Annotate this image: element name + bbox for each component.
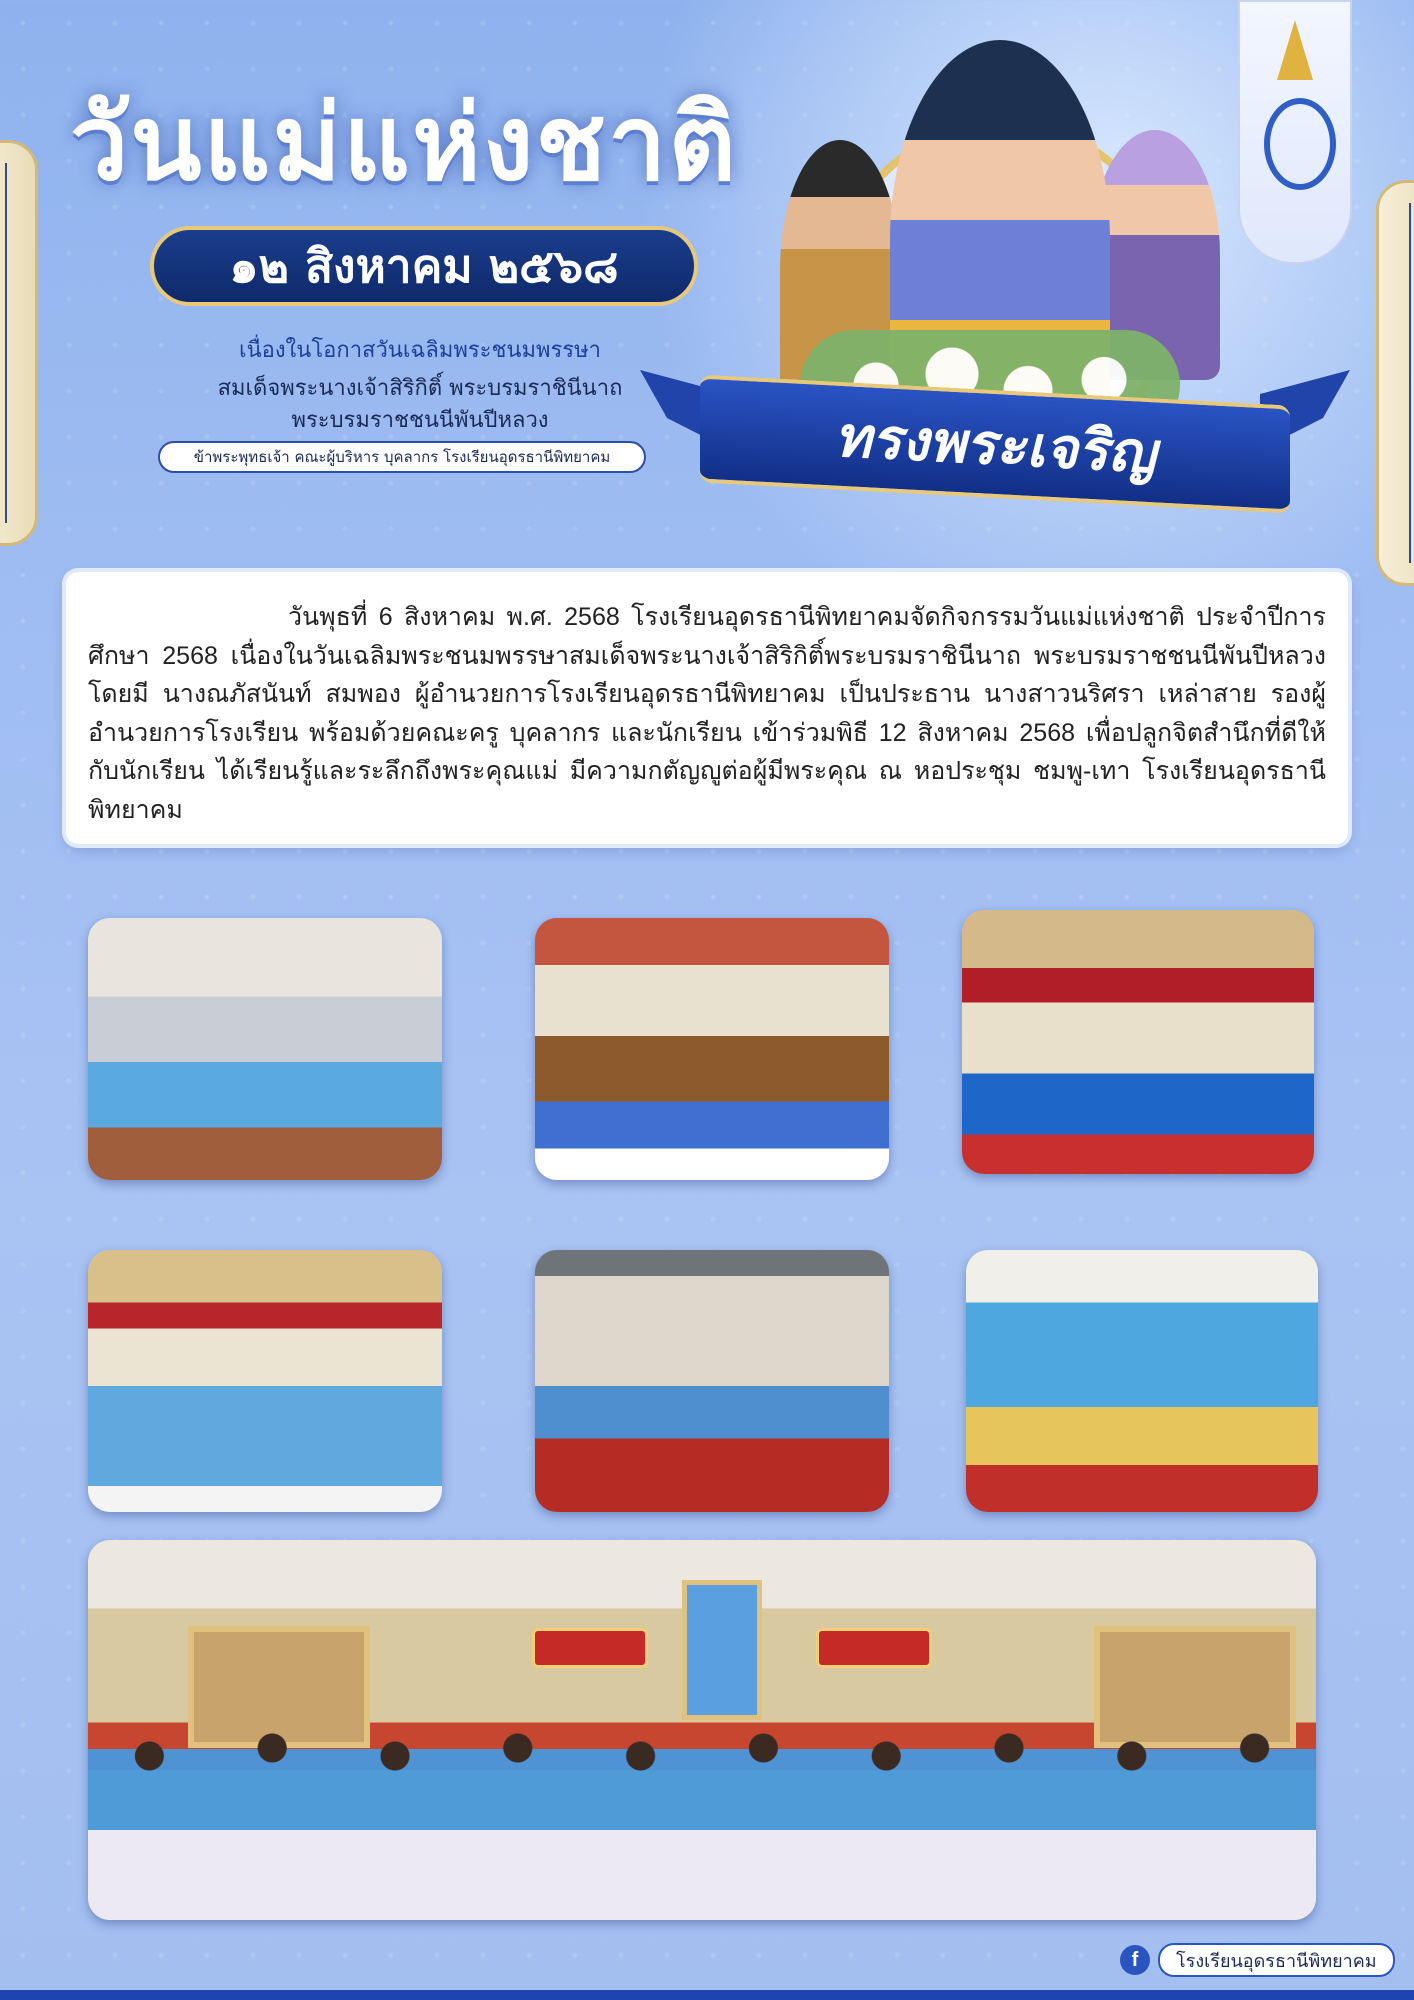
- date-banner: ๑๒ สิงหาคม ๒๕๖๘: [150, 226, 698, 306]
- facebook-icon[interactable]: f: [1120, 1945, 1150, 1975]
- facebook-page-name[interactable]: โรงเรียนอุดรธานีพิทยาคม: [1158, 1943, 1395, 1977]
- activity-photo-2: [535, 918, 889, 1180]
- group-crowd: [88, 1720, 1316, 1920]
- stage-portrait: [682, 1580, 762, 1720]
- poster-title: วันแม่แห่งชาติ: [70, 82, 738, 204]
- activity-photo-6: [966, 1250, 1318, 1512]
- emblem-symbol-icon: [1264, 98, 1336, 190]
- activity-photo-1: [88, 918, 442, 1180]
- occasion-line-3: พระบรมราชชนนีพันปีหลวง: [291, 408, 549, 433]
- group-photo: [88, 1540, 1316, 1920]
- activity-photo-4: [88, 1250, 442, 1512]
- stage-banner-left: [532, 1628, 648, 1668]
- article-text: วันพุธที่ 6 สิงหาคม พ.ศ. 2568 โรงเรียนอุดรธานีพิทยาคมจัดกิจกรรมวันแม่แห่งชาติ ประจำปีการศึกษา 2568 เนื่องในวันเฉลิมพระชนมพรรษาสมเด็จพระนางเจ้าสิริกิติ์พระบรมราชินีนาถ พระบรมราชชนนีพันปีหลวง โดยมี นางณภัสนันท์ สมพอง ผู้อำนวยการโรงเรียนอุดรธานีพิทยาคม เป็นประธาน นางสาวนริศรา เหล่าสาย รองผู้อำนวยการโรงเรียน พร้อมด้วยคณะครู บุคลากร และนักเรียน เข้าร่วมพิธี 12 สิงหาคม 2568 เพื่อปลูกจิตสำนึกที่ดีให้กับนักเรียน ได้เรียนรู้และระลึกถึงพระคุณแม่ มีความกตัญญูต่อผู้มีพระคุณ ณ หอประชุม ชมพู-เทา โรงเรียนอุดรธานีพิทยาคม: [88, 603, 1326, 824]
- activity-photo-3: [962, 910, 1314, 1174]
- facebook-link[interactable]: [1120, 1944, 1395, 1976]
- staff-tagline: ข้าพระพุทธเจ้า คณะผู้บริหาร บุคลากร โรงเรียนอุดรธานีพิทยาคม: [158, 441, 646, 473]
- crown-icon: [1277, 20, 1313, 80]
- ribbon-text: ทรงพระเจริญ: [700, 375, 1290, 514]
- occasion-line-2: สมเด็จพระนางเจ้าสิริกิติ์ พระบรมราชินีนาถ: [217, 376, 623, 401]
- activity-photo-5: [535, 1250, 889, 1512]
- stage-banner-right: [816, 1628, 932, 1668]
- royal-emblem: [1238, 0, 1352, 264]
- right-ornament: [1376, 180, 1414, 586]
- blessing-ribbon: [640, 370, 1350, 520]
- bottom-bar: [0, 1990, 1414, 2000]
- occasion-line-1: เนื่องในโอกาสวันเฉลิมพระชนมพรรษา: [239, 338, 601, 363]
- article-card: [66, 572, 1348, 844]
- left-ornament: [0, 140, 38, 546]
